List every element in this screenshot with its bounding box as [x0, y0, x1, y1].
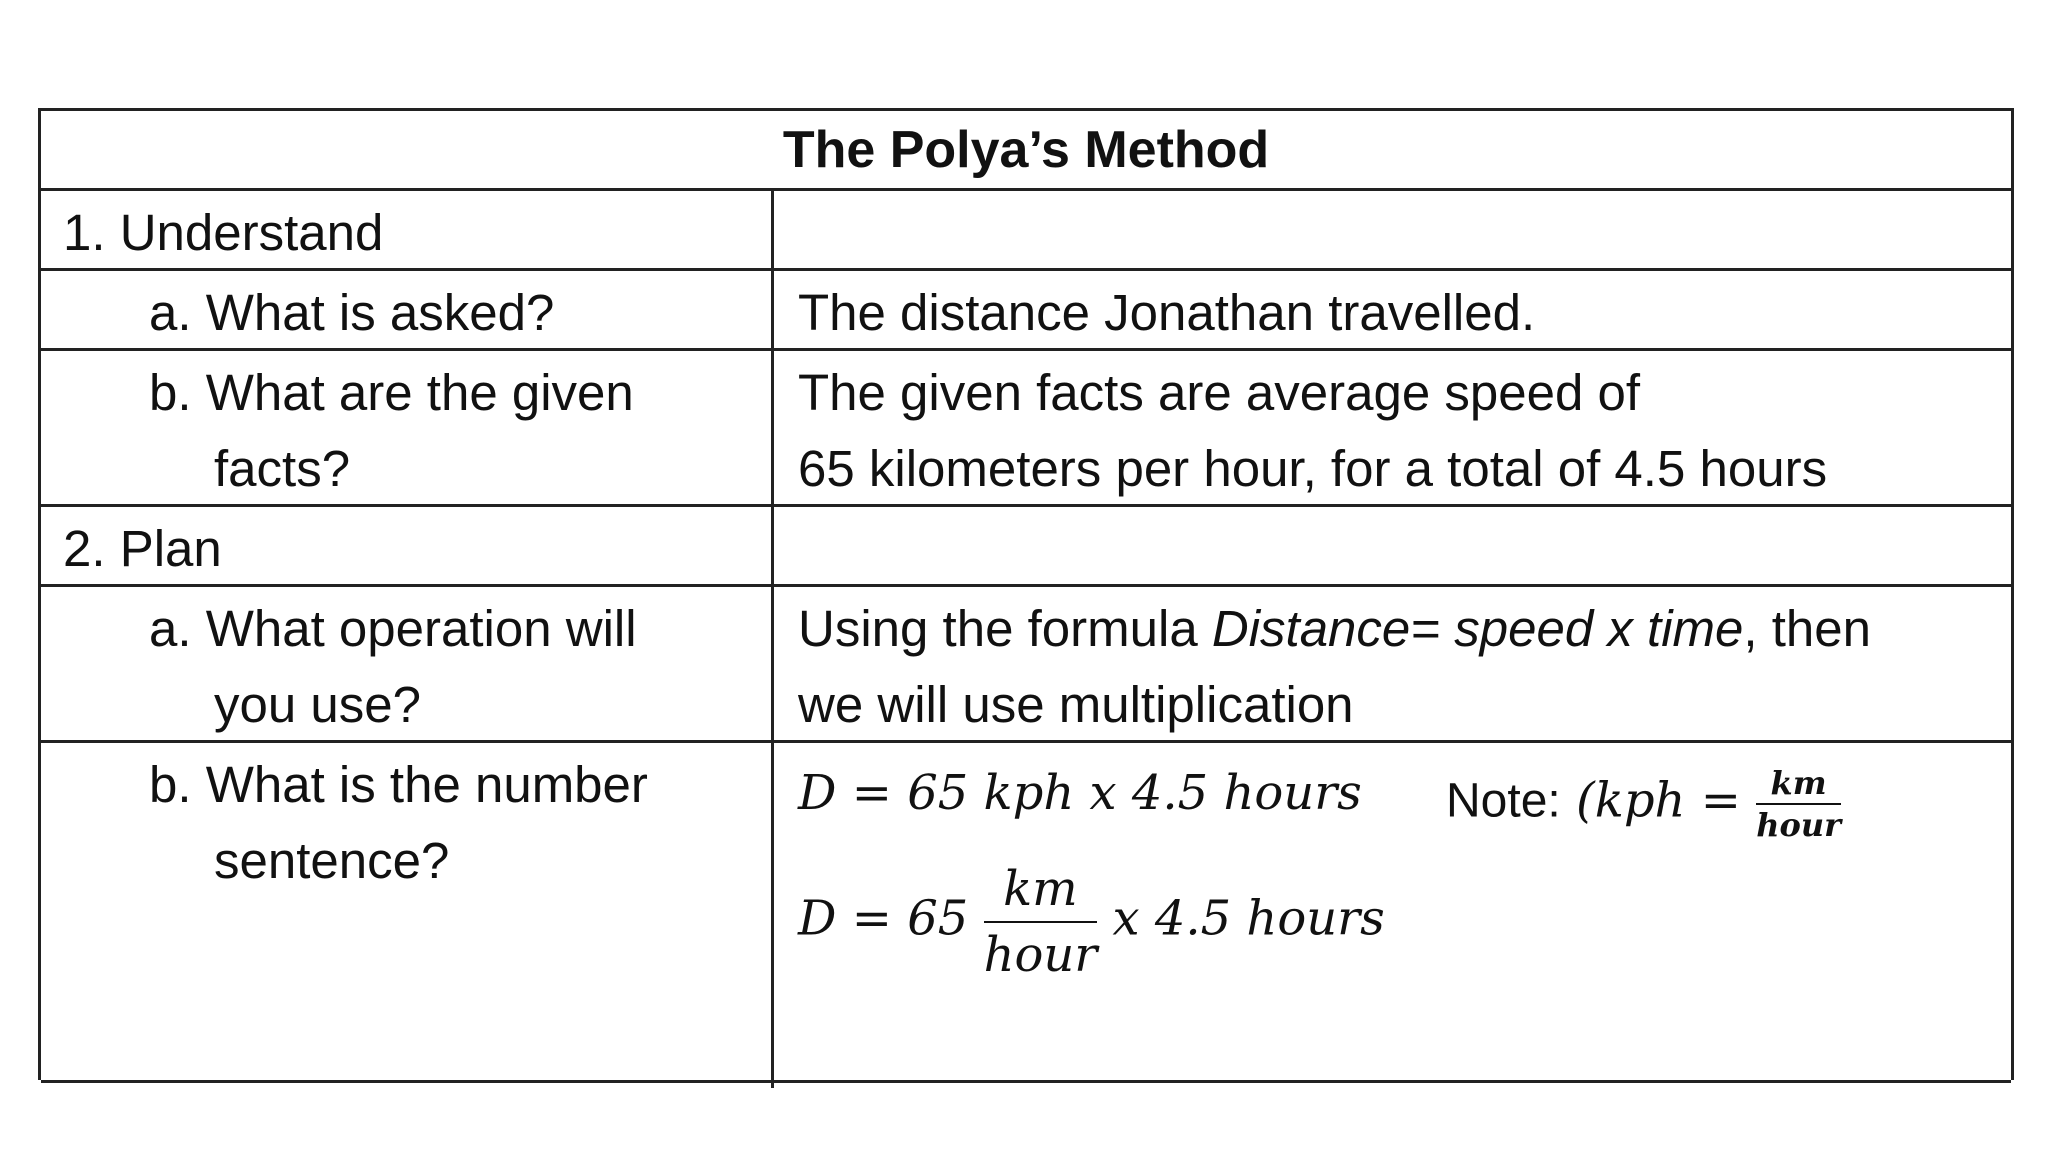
table-row: [41, 507, 2011, 587]
answer-given-facts: [798, 355, 1827, 507]
equation-prefix: D = 65: [798, 890, 984, 947]
equation-suffix: x 4.5 hours: [1112, 890, 1385, 947]
step-understand: 1. Understand: [63, 204, 384, 261]
formula-outro: , then: [1743, 600, 1871, 657]
fraction-numerator: km: [1770, 764, 1827, 802]
table-row: [41, 587, 2011, 743]
note-expression: (kph =: [1576, 772, 1741, 829]
equation-fraction: [984, 861, 1098, 983]
question-line: facts?: [214, 440, 351, 497]
question-what-is-asked: a. What is asked?: [149, 284, 555, 341]
answer-line: 65 kilometers per hour, for a total of 4.5 hours: [798, 440, 1828, 497]
note-fraction: [1756, 765, 1841, 843]
question-line: you use?: [214, 676, 421, 733]
table-row: [41, 743, 2011, 1083]
question-line: b. What are the given: [149, 364, 634, 421]
equation-line-1: D = 65 kph x 4.5 hours: [798, 765, 1362, 821]
table-title-row: [41, 111, 2011, 191]
question-line: a. What operation will: [149, 600, 637, 657]
unit-note: [1446, 765, 1841, 843]
step-plan: 2. Plan: [63, 520, 222, 577]
answer-line: we will use multiplication: [798, 676, 1354, 733]
question-given-facts: [149, 355, 634, 507]
table-row: [41, 191, 2011, 271]
question-operation: [149, 591, 637, 743]
answer-line: The given facts are average speed of: [798, 364, 1641, 421]
note-label: Note:: [1446, 774, 1561, 828]
question-number-sentence: [149, 747, 648, 899]
answer-what-is-asked: The distance Jonathan travelled.: [798, 284, 1536, 341]
fraction-bar: [984, 921, 1098, 923]
fraction-numerator: km: [1003, 861, 1078, 917]
formula-text: Distance= speed x time: [1211, 600, 1744, 657]
table-row: [41, 351, 2011, 507]
formula-intro: Using the formula: [798, 600, 1212, 657]
answer-line: [798, 591, 1871, 667]
table-row: [41, 271, 2011, 351]
equation-line-2: [798, 861, 1385, 983]
question-line: b. What is the number: [149, 756, 648, 813]
table-title: The Polya’s Method: [782, 121, 1270, 179]
fraction-denominator: hour: [983, 927, 1098, 983]
fraction-bar: [1756, 803, 1841, 805]
question-line: sentence?: [214, 832, 450, 889]
answer-operation: [798, 591, 1871, 743]
polya-method-table: [38, 108, 2014, 1080]
fraction-denominator: hour: [1756, 806, 1841, 844]
